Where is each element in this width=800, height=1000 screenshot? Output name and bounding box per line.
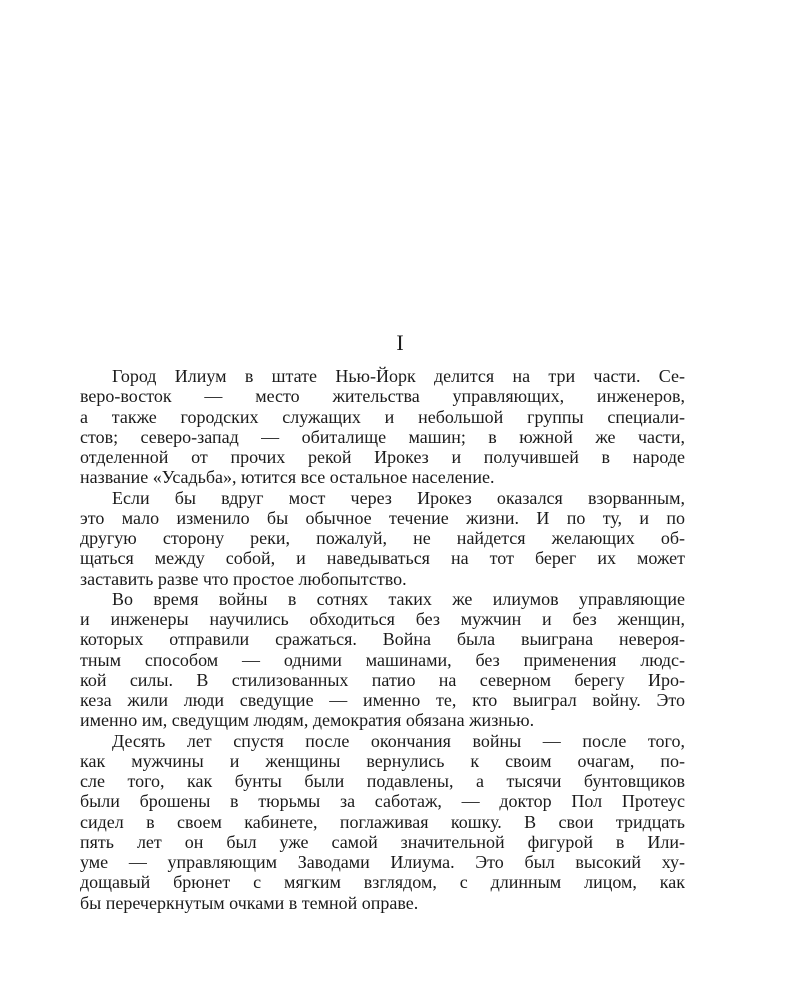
text-line: уме — управляющим Заводами Илиума. Это был высокий ху- (80, 852, 685, 872)
text-line: а также городских служащих и небольшой группы специали- (80, 406, 685, 427)
paragraph-4 (80, 731, 685, 913)
body-text (80, 366, 685, 913)
text-line: именно им, сведущим людям, демократия обязана жизнью. (80, 710, 535, 731)
text-line: название «Усадьба», ютится все остальное население. (80, 467, 495, 488)
text-line: щаться между собой, и наведываться на тот берег их может (80, 548, 685, 569)
paragraph-1 (80, 366, 685, 488)
paragraph-3 (80, 589, 685, 731)
text-line: Десять лет спустя после окончания войны — после того, (112, 730, 685, 751)
text-line: которых отправили сражаться. Война была выиграна невероя- (80, 629, 685, 650)
text-line: кеза жили люди сведущие — именно те, кто выиграл войну. Это (80, 690, 685, 710)
text-line: и инженеры научились обходиться без мужчин и без женщин, (80, 609, 685, 629)
text-line: Во время войны в сотнях таких же илиумов управляющие (112, 588, 685, 609)
text-line: сле того, как бунты были подавлены, а тысячи бунтовщиков (80, 771, 685, 791)
chapter-heading: I (396, 330, 404, 355)
text-line: были брошены в тюрьмы за саботаж, — доктор Пол Протеус (80, 791, 685, 812)
text-line: как мужчины и женщины вернулись к своим очагам, по- (80, 750, 685, 771)
text-line: тным способом — одними машинами, без применения людс- (80, 649, 685, 670)
text-line: Город Илиум в штате Нью-Йорк делится на три части. Се- (112, 366, 685, 386)
text-line: другую сторону реки, пожалуй, не найдется желающих об- (80, 528, 685, 548)
text-line: это мало изменило бы обычное течение жизни. И по ту, и по (80, 507, 685, 528)
text-line: бы перечеркнутым очками в темной оправе. (80, 892, 419, 913)
text-line: дощавый брюнет с мягким взглядом, с длинным лицом, как (80, 872, 685, 893)
text-line: сидел в своем кабинете, поглаживая кошку. В свои тридцать (80, 811, 685, 832)
text-line: стов; северо-запад — обиталище машин; в южной же части, (80, 426, 685, 447)
paragraph-2 (80, 488, 685, 589)
text-line: веро-восток — место жительства управляющих, инженеров, (80, 386, 685, 407)
text-line: отделенной от прочих рекой Ирокез и получившей в народе (80, 447, 685, 467)
text-line: Если бы вдруг мост через Ирокез оказался взорванным, (112, 487, 685, 508)
text-line: пять лет он был уже самой значительной фигурой в Или- (80, 831, 685, 852)
text-line: кой силы. В стилизованных патио на северном берегу Иро- (80, 669, 685, 690)
text-line: заставить разве что простое любопытство. (80, 568, 407, 589)
